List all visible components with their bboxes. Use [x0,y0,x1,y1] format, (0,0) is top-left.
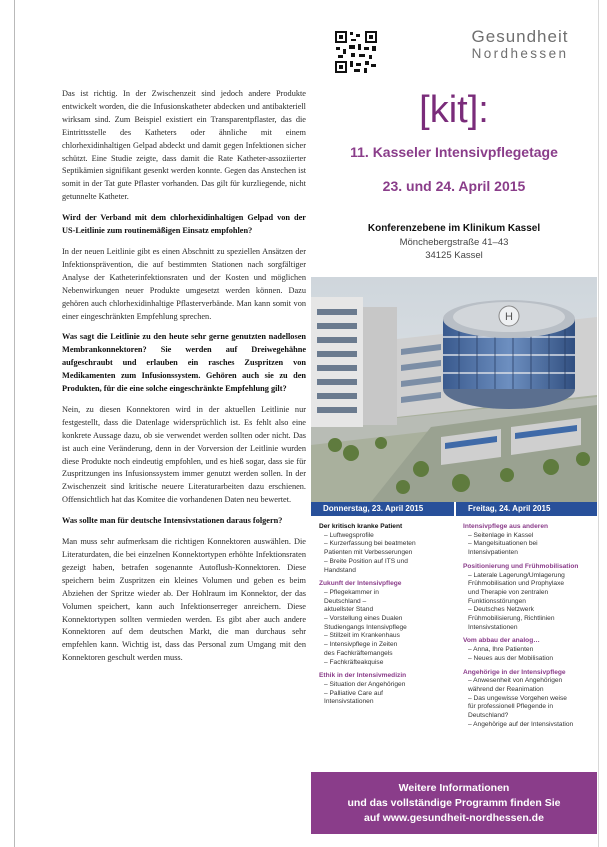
footer-line-2: und das vollständige Programm finden Sie [347,797,561,809]
day1-program [319,518,451,707]
program-item: Funktionsstörungen [468,597,526,605]
kit-wordmark: [kit]: [419,89,489,131]
program-item: Frühmobilisation und Prophylaxe [468,580,565,588]
program-item: Deutschland – [324,597,367,605]
program-item: – Breite Position auf ITS und [324,557,408,565]
page-edge-left [14,0,15,847]
program-item: – Seitenlage in Kassel [468,531,534,539]
program-heading: Zukunft der Intensivpflege [319,580,402,588]
program-item: des Fachkräftemangels [324,649,393,657]
interview-question: Wird der Verband mit dem chlorhexidinhaltigen Gelpad von der US-Leitlinie zum routinemäßigen Einsatz empfohlen? [62,213,306,236]
program-item: Handstand [324,566,356,574]
program-item: – Neues aus der Mobilisation [468,654,554,662]
program-item: – Fachkräfteakquise [324,658,384,666]
day2-header: Freitag, 24. April 2015 [456,502,597,516]
program-item: – Pflegekammer in [324,588,379,596]
program-item: – Anna, Ihre Patienten [468,646,534,654]
program-item: Patienten mit Verbesserungen [324,549,413,557]
program-item: – Anwesenheit von Angehörigen [468,677,563,685]
website-link[interactable]: auf www.gesundheit-nordhessen.de [364,812,544,824]
program-item: Deutschland? [468,712,509,720]
page-edge-right [598,0,599,847]
event-dates: 23. und 24. April 2015 [382,178,526,194]
program-item: – Kurzerfassung bei beatmeten [324,540,416,548]
program-item: aktuellster Stand [324,606,374,614]
program-item: Studiengangs Intensivpflege [324,623,407,631]
program-item: – Laterale Lagerung/Umlagerung [468,571,565,579]
program-item: – Luftwegsprofile [324,531,374,539]
article-paragraph: Man muss sehr aufmerksam die richtigen Konnektoren auswählen. Die Literaturdaten, die bei einzelnen Konnektortypen erhöhte Infektionsraten gezeigt haben, betrafen sogenannte Autoflush-Konnektoren. Diese speichern beim Zuspritzen ein kleines Volumen und geben es beim Abziehen der Spritze wieder ab. Der Hohlraum im Konnektor, der das Volumen speichert, kann auch Infektionserreger anreichern. Diese Konnektortypen sollten vermieden werden. Es gibt aber auch andere Konnektoren auf dem deutschen Markt, die man durchaus sehr empfehlen kann. Wichtig ist, dass das Personal zum Umgang mit den Konnektoren geschult werden muss. [62,537,306,663]
program-heading: Vom abbau der analog… [463,637,540,645]
clinic-building-image [311,277,597,502]
venue-name: Konferenzebene im Klinikum Kassel [367,223,541,234]
program-item: – Deutsches Netzwerk [468,606,534,614]
program-item: – Angehörige auf der Intensivstation [468,720,574,728]
program-item: – Das ungewisse Vorgehen weise [468,694,567,702]
program-item: – Mangelsituationen bei [468,540,538,548]
interview-question: Was sagt die Leitlinie zu den heute sehr gerne genutzten nadellosen Membrankonnektoren? Sie werden auf Dreiwegehähne aufgeschraubt und erlauben ein rasches Zuspritzen von Medikamenten zum Infusionssystem. Gehören auch sie zu den Produkten, für die eine solche eingeschränkte Empfehlung gilt? [62,332,306,394]
article-paragraph: Das ist richtig. In der Zwischenzeit sind jedoch andere Produkte entwickelt worden, die die Infusionskatheter abdecken und antibakteriell wirksam sind. Zum Beispiel existiert ein Transparentpflaster, das die Eintrittsstelle des Katheters oder ähnliche mit einem chlorhexidinhaltigen Gelpad abdeckt und damit gegen Infektionen sicher schützt. Eine Studie zeigte, dass damit die Rate Katheter-assoziierter Septikämien signifikant gesenkt werden konnte. Gegen das Anstechen ist somit in der Tat gute Pflaster vorhanden. Das gilt für kurzliegende, nicht getunnelte Katheter. [62,89,306,202]
venue-street: Mönchebergstraße 41–43 [399,237,509,248]
event-title: 11. Kasseler Intensivpflegetage [350,144,558,160]
event-advertisement [311,26,597,841]
program-heading: Intensivpflege aus anderen [463,523,549,530]
program-heading: Der kritisch kranke Patient [319,523,403,530]
interview-question: Was sollte man für deutsche Intensivstationen daraus folgern? [62,516,283,526]
qr-code-icon [334,30,378,74]
program-heading: Positionierung und Frühmobilisation [463,562,579,570]
program-item: Intensivpatienten [468,549,518,557]
info-footer [311,772,597,834]
logo-line-2: Nordhessen [471,46,569,61]
venue-city: 34125 Kassel [425,250,483,261]
day1-header: Donnerstag, 23. April 2015 [311,502,454,516]
footer-line-1: Weitere Informationen [398,782,510,794]
program-item: Intensivstationen [324,698,374,706]
program-item: für professionell Pflegende in [468,703,554,711]
program-item: – Palliative Care auf [324,689,384,697]
day2-program [463,518,595,729]
program-item: und Therapie von zentralen [468,588,549,596]
program-item: – Situation der Angehörigen [324,680,406,688]
program-heading: Angehörige in der Intensivpflege [463,668,566,676]
logo-line-1: Gesundheit [471,27,569,46]
program-heading: Ethik in der Intensivmedizin [319,672,407,680]
program-item: – Stillzeit im Krankenhaus [324,632,400,640]
program-item: während der Reanimation [468,685,544,693]
program-item: – Vorstellung eines Dualen [324,615,403,623]
program-item: Frühmobilisierung, Richtlinien [468,615,555,623]
article-paragraph: In der neuen Leitlinie gibt es einen Abschnitt zu speziellen Ansätzen der Infektionsprävention, die auf bestimmten Stationen nach sorgfältiger Analyse der Katheterinfektionsraten und der Kosten und möglichen Nebenwirkungen neuer Produkte umgesetzt werden können. Dazu gehören auch chlorhexidinhaltige Pflasterverbände. Man kann somit von einer eingeschränkten Empfehlung sprechen. [62,246,306,321]
article-paragraph: Nein, zu diesen Konnektoren wird in der aktuellen Leitlinie nur festgestellt, dass die Datenlage widersprüchlich ist. Es fehlt also eine konkrete Aussage dazu, ob sie verwendet werden sollten oder nicht. Das ist auch eine Veränderung, denn in der Vorversion der Leitlinie wurden diese Produkte noch eindeutig empfohlen, und es hieß sogar, dass sie für Zuspritzungen ins Infusionssystem immer genutzt werden sollen. In der Zwischenzeit sind kritische neuere Literaturarbeiten dazu erschienen. Offensichtlich hat das Komitee die vorhandenen Daten neu bewertet. [62,404,306,505]
svg-text:H: H [505,311,513,323]
program-item: Intensivstationen [468,623,518,631]
program-item: – Intensivpflege in Zeiten [324,641,398,649]
brand-logo [445,28,595,61]
interview-article [62,88,306,673]
